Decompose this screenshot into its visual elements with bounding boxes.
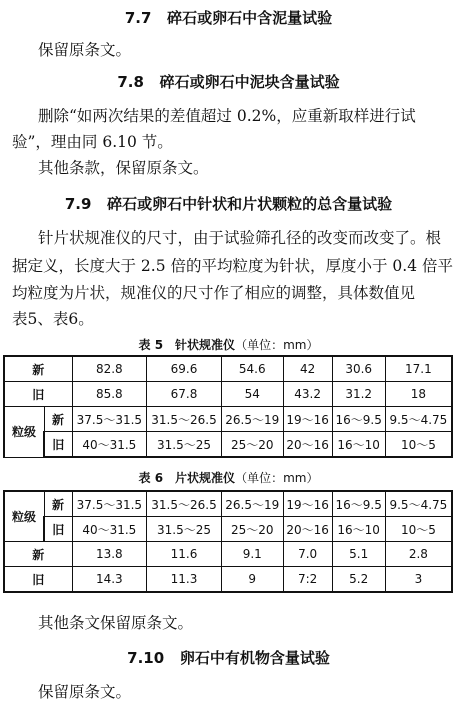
table-cell: 5.1 — [332, 542, 385, 567]
row-label-grade: 粒级 — [4, 407, 44, 458]
table-cell: 31.2 — [332, 382, 385, 407]
section-title: 碎石或卵石中针状和片状颗粒的总含量试验 — [107, 195, 393, 213]
section-7-10-body: 保留原条文。 — [38, 683, 132, 701]
table-cell: 25～20 — [221, 432, 283, 458]
table-unit: （单位：mm） — [235, 471, 319, 485]
table-cell: 31.5～25 — [147, 517, 222, 542]
table-5-needle-gauge — [3, 355, 453, 458]
table-row — [4, 491, 452, 517]
table-cell: 16～10 — [332, 432, 385, 458]
table-unit: （单位：mm） — [235, 338, 319, 352]
table-cell: 2.8 — [385, 542, 452, 567]
table-cell: 11.6 — [147, 542, 222, 567]
table-cell: 7:2 — [283, 567, 332, 593]
table-cell: 11.3 — [147, 567, 222, 593]
row-label-new: 新 — [4, 542, 72, 567]
table-cell: 26.5～19 — [221, 407, 283, 432]
section-number: 7.7 — [124, 9, 152, 27]
table-cell: 20～16 — [283, 432, 332, 458]
table-cell: 19～16 — [283, 407, 332, 432]
table-cell: 31.5～25 — [147, 432, 222, 458]
section-7-7-body: 保留原条文。 — [38, 41, 132, 59]
row-label-grade: 粒级 — [4, 491, 44, 542]
sub-label-new: 新 — [44, 407, 72, 432]
table-cell: 16～10 — [332, 517, 385, 542]
table-cell: 13.8 — [72, 542, 147, 567]
table-5-caption — [0, 337, 457, 353]
table-cell: 9.1 — [221, 542, 283, 567]
table-cell: 5.2 — [332, 567, 385, 593]
table-row — [4, 432, 452, 458]
section-7-9-body-line: 表5、表6。 — [12, 310, 94, 328]
sub-label-old: 旧 — [44, 517, 72, 542]
table-cell: 42 — [283, 356, 332, 382]
table-cell: 31.5～26.5 — [147, 491, 222, 517]
section-7-8-body-line: 验”，理由同 6.10 节。 — [12, 133, 173, 151]
row-label-old: 旧 — [4, 567, 72, 593]
table-cell: 37.5～31.5 — [72, 491, 147, 517]
section-7-9-body-line: 均粒度为片状，规准仪的尺寸作了相应的调整，具体数值见 — [12, 284, 416, 302]
table-cell: 25～20 — [221, 517, 283, 542]
table-cell: 16～9.5 — [332, 491, 385, 517]
table-cell: 54.6 — [221, 356, 283, 382]
table-cell: 30.6 — [332, 356, 385, 382]
section-7-8-body-line: 其他条款，保留原条文。 — [38, 159, 209, 177]
table-cell: 9 — [221, 567, 283, 593]
table-cell: 19～16 — [283, 491, 332, 517]
table-6-flake-gauge — [3, 490, 453, 593]
section-7-9-body-line: 据定义，长度大于 2.5 倍的平均粒度为针状，厚度小于 0.4 倍平 — [12, 257, 454, 275]
table-title: 表 6 片状规准仪 — [138, 471, 236, 485]
table-cell: 40～31.5 — [72, 517, 147, 542]
table-row — [4, 542, 452, 567]
row-label-new: 新 — [4, 356, 72, 382]
table-cell: 85.8 — [72, 382, 147, 407]
table-cell: 18 — [385, 382, 452, 407]
table-cell: 40～31.5 — [72, 432, 147, 458]
section-7-8-heading — [0, 72, 457, 92]
table-row — [4, 356, 452, 382]
section-title: 碎石或卵石中含泥量试验 — [167, 9, 333, 27]
table-cell: 16～9.5 — [332, 407, 385, 432]
after-tables-text: 其他条文保留原条文。 — [38, 614, 194, 632]
table-cell: 10～5 — [385, 432, 452, 458]
table-cell: 37.5～31.5 — [72, 407, 147, 432]
section-7-10-heading — [0, 648, 457, 668]
table-title: 表 5 针状规准仪 — [138, 338, 236, 352]
table-cell: 69.6 — [147, 356, 222, 382]
row-label-old: 旧 — [4, 382, 72, 407]
table-cell: 9.5～4.75 — [385, 407, 452, 432]
section-7-9-heading — [0, 194, 457, 214]
table-cell: 10～5 — [385, 517, 452, 542]
table-cell: 67.8 — [147, 382, 222, 407]
table-6-caption — [0, 470, 457, 486]
table-row — [4, 517, 452, 542]
table-cell: 17.1 — [385, 356, 452, 382]
table-cell: 7.0 — [283, 542, 332, 567]
table-cell: 14.3 — [72, 567, 147, 593]
sub-label-old: 旧 — [44, 432, 72, 458]
section-7-8-body-line: 删除“如两次结果的差值超过 0.2%，应重新取样进行试 — [38, 107, 416, 125]
section-title: 卵石中有机物含量试验 — [179, 649, 330, 667]
table-cell: 54 — [221, 382, 283, 407]
section-number: 7.8 — [117, 73, 144, 91]
table-row — [4, 382, 452, 407]
table-cell: 43.2 — [283, 382, 332, 407]
table-row — [4, 567, 452, 593]
table-row — [4, 407, 452, 432]
section-7-7-heading — [0, 8, 457, 28]
table-cell: 3 — [385, 567, 452, 593]
section-number: 7.10 — [127, 649, 165, 667]
sub-label-new: 新 — [44, 491, 72, 517]
table-cell: 20～16 — [283, 517, 332, 542]
section-title: 碎石或卵石中泥块含量试验 — [159, 73, 340, 91]
table-cell: 26.5～19 — [221, 491, 283, 517]
table-cell: 31.5～26.5 — [147, 407, 222, 432]
table-cell: 9.5～4.75 — [385, 491, 452, 517]
section-number: 7.9 — [64, 195, 92, 213]
table-cell: 82.8 — [72, 356, 147, 382]
section-7-9-body-line: 针片状规准仪的尺寸，由于试验筛孔径的改变而改变了。根 — [38, 229, 442, 247]
